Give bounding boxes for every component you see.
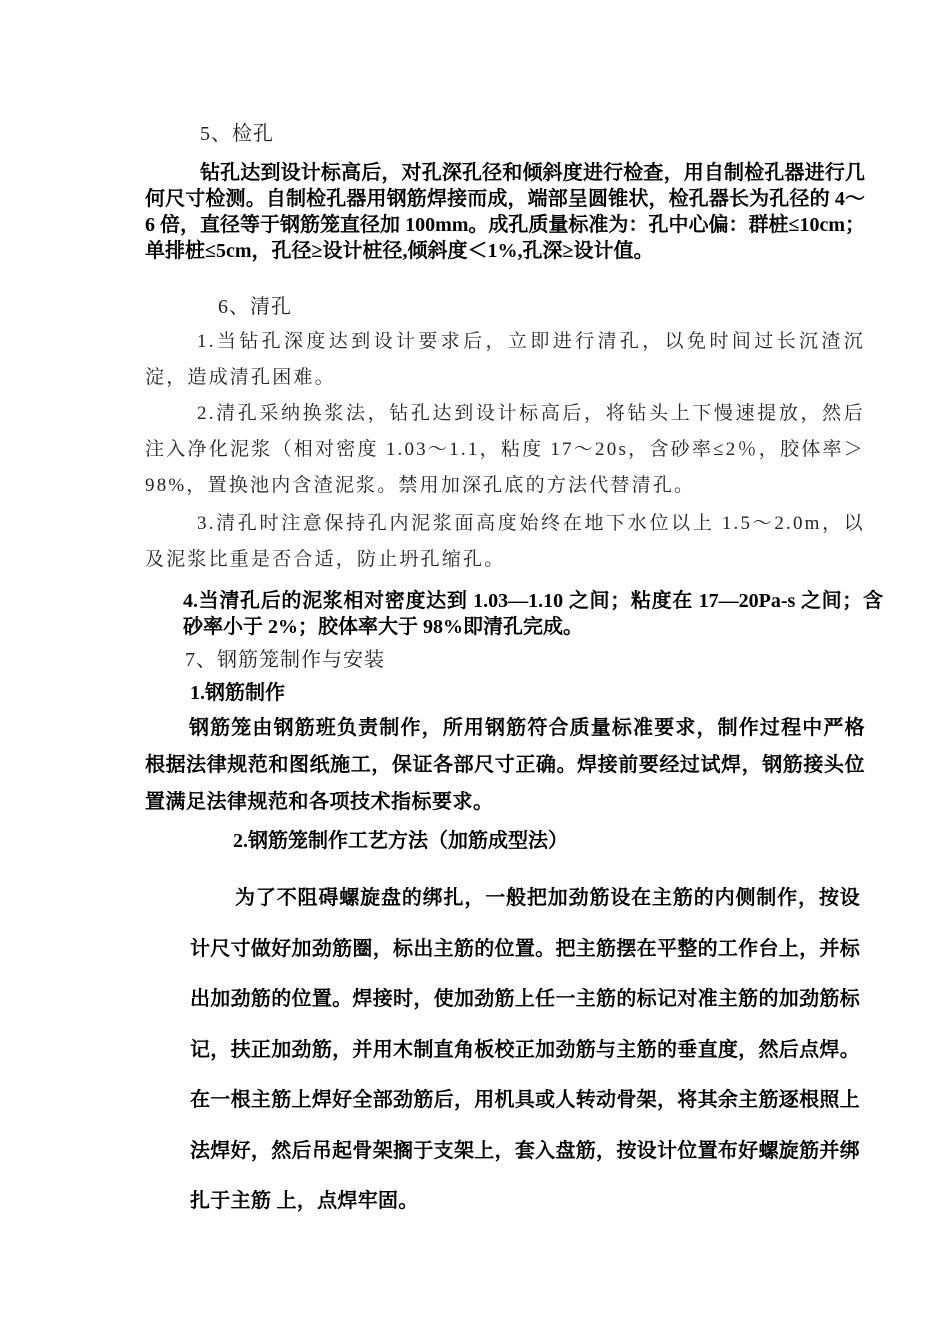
section-6-item-2: 2.清孔采纳换浆法，钻孔达到设计标高后，将钻头上下慢速提放，然后注入净化泥浆（相对密度 1.03～1.1，粘度 17～20s，含砂率≤2％，胶体率＞98%，置换池内含渣泥浆。禁用加深孔底的方法代替清孔。 [145,403,865,496]
section-7-subheading-1: 1.钢筋制作 [190,682,285,704]
section-7-subsection-1-body: 钢筋笼由钢筋班负责制作，所用钢筋符合质量标准要求，制作过程中严格根据法律规范和图纸施工，保证各部尺寸正确。焊接前要经过试焊，钢筋接头位置满足法律规范和各项技术指标要求。 [145,717,865,813]
section-6-heading: 6、清孔 [218,296,292,318]
section-5-body: 钻孔达到设计标高后，对孔深孔径和倾斜度进行检查，用自制检孔器进行几何尺寸检测。自制检孔器用钢筋焊接而成，端部呈圆锥状，检孔器长为孔径的 4～6 倍，直径等于钢筋笼直径加 100mm。成孔质量标准为：孔中心偏：群桩≤10cm；单排桩≤5cm，孔径≥设计桩径,倾斜度＜1%,孔深≥设计值。 [145,162,865,262]
section-6-item-4: 4.当清孔后的泥浆相对密度达到 1.03—1.10 之间；粘度在 17—20Pa-s 之间；含砂率小于 2%；胶体率大于 98%即清孔完成。 [183,590,883,638]
section-6-item-3: 3.清孔时注意保持孔内泥浆面高度始终在地下水位以上 1.5～2.0m，以及泥浆比重是否合适，防止坍孔缩孔。 [145,513,865,570]
section-5-heading: 5、检孔 [200,123,274,145]
section-6-item-1: 1.当钻孔深度达到设计要求后，立即进行清孔，以免时间过长沉渣沉淀，造成清孔困难。 [145,331,865,388]
section-7-heading: 7、钢筋笼制作与安装 [185,649,385,671]
section-7-subheading-2: 2.钢筋笼制作工艺方法（加筋成型法） [233,830,568,852]
section-7-subsection-2-body: 为了不阻碍螺旋盘的绑扎，一般把加劲筋设在主筋的内侧制作，按设计尺寸做好加劲筋圈，标出主筋的位置。把主筋摆在平整的工作台上，并标出加劲筋的位置。焊接时，使加劲筋上任一主筋的标记对准主筋的加劲筋标记，扶正加劲筋，并用木制直角板校正加劲筋与主筋的垂直度，然后点焊。在一根主筋上焊好全部劲筋后，用机具或人转动骨架，将其余主筋逐根照上法焊好，然后吊起骨架搁于支架上，套入盘筋，按设计位置布好螺旋筋并绑扎于主筋 上，点焊牢固。 [190,887,860,1212]
